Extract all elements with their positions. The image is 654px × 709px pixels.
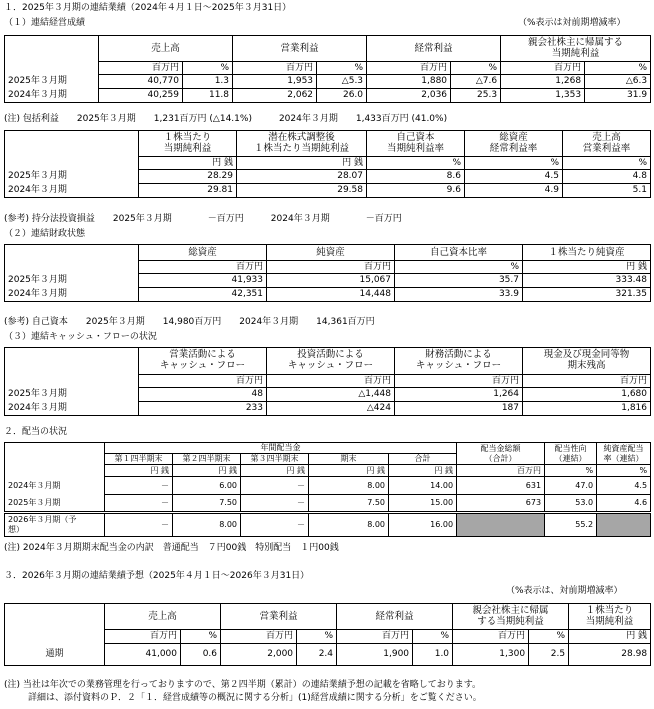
- dividend-breakdown-note: (注) 2024年３月期期末配当金の内訳 普通配当 ７円00銭 特別配当 １円00銭: [4, 543, 339, 553]
- equity-method-note: (参考) 持分法投資損益 2025年３月期 －百万円 2024年３月期 －百万円: [4, 214, 402, 224]
- table-row: 2024年３月期 29.81 29.58 9.6 4.9 5.1: [5, 184, 651, 198]
- annual-dividend-header: 年間配当金: [105, 443, 457, 454]
- forecast-row: 2026年３月期（予 想） － 8.00 － 8.00 16.00 55.2: [5, 513, 651, 537]
- shaded-cell: [597, 513, 651, 537]
- col-sales: 売上高: [99, 36, 233, 62]
- col-operating-income: 営業利益: [233, 36, 367, 62]
- table-row: 2025年３月期 41,933 15,067 35.7 333.48: [5, 274, 651, 288]
- table-row: 2025年３月期 40,770 1.3 1,953 △5.3 1,880 △7.6 1,268 △6.3: [5, 75, 651, 89]
- col-ordinary-income: 経常利益: [367, 36, 501, 62]
- section3-title: ３．2026年３月期の連結業績予想（2025年４月１日～2026年３月31日）: [4, 571, 310, 581]
- comprehensive-income-note: (注) 包括利益 2025年３月期 1,231百万円 (△14.1%) 2024年３月期 1,433百万円 (41.0%): [4, 114, 448, 124]
- sub-heading-cash-flow: （３）連結キャッシュ・フローの状況: [4, 332, 157, 342]
- footnote-2: 詳細は、添付資料のＰ．２「１．経営成績等の概況に関する分析」(1)経営成績に関する分析」をご覧ください。: [28, 693, 482, 703]
- table-row: 2024年３月期 42,351 14,448 33.9 321.35: [5, 288, 651, 302]
- per-share-table: １株当たり 当期純利益 潜在株式調整後 １株当たり当期純利益 自己資本 当期純利益率 総資産 経常利益率 売上高 営業利益率 円 銭 円 銭 % % % 2025年３月期 28.29 28.07 8.6 4.5 4.8 2024年３月期 29.81 29.58 9.6 4.9 5.1: [4, 130, 651, 198]
- equity-note: (参考) 自己資本 2025年３月期 14,980百万円 2024年３月期 14,361百万円: [4, 317, 375, 327]
- financial-position-table: 総資産 純資産 自己資本比率 １株当たり純資産 百万円 百万円 % 円 銭 2025年３月期 41,933 15,067 35.7 333.48 2024年３月期 42,351 14,448 33.9 321.35: [4, 244, 651, 302]
- table-row: 2024年３月期 － 6.00 － 8.00 14.00 631 47.0 4.5: [5, 477, 651, 495]
- section2-title: ２．配当の状況: [4, 427, 68, 437]
- corner-cell: [5, 36, 99, 62]
- table-row: 2025年３月期 － 7.50 － 7.50 15.00 673 53.0 4.6: [5, 495, 651, 513]
- forecast-pct-note: （%表示は、対前期増減率）: [506, 586, 623, 596]
- sub-heading-financial-position: （２）連結財政状態: [4, 229, 86, 239]
- table-row: 通期 41,000 0.6 2,000 2.4 1,900 1.0 1,300 2.5 28.98: [5, 644, 651, 666]
- footnote-1: (注) 当社は年次での業務管理を行っておりますので、第２四半期（累計）の連結業績予想の記載を省略しております。: [4, 680, 481, 690]
- table-row: 2025年３月期 48 △1,448 1,264 1,680: [5, 388, 651, 402]
- col-net-income: 親会社株主に帰属する 当期純利益: [501, 36, 651, 62]
- cash-flow-table: 営業活動による キャッシュ・フロー 投資活動による キャッシュ・フロー 財務活動による キャッシュ・フロー 現金及び現金同等物 期末残高 百万円 百万円 百万円 百万円 2025年３月期 48 △1,448 1,264 1,680 2024年３月期 233 △424 187 1,816: [4, 347, 651, 416]
- sub-heading-results: （１）連結経営成績: [4, 18, 86, 28]
- shaded-cell: [457, 513, 545, 537]
- table-row: 2024年３月期 233 △424 187 1,816: [5, 402, 651, 416]
- operating-results-table: 売上高 営業利益 経常利益 親会社株主に帰属する 当期純利益 百万円 % 百万円 % 百万円 % 百万円 % 2025年３月期 40,770 1.3 1,953 △5.3 1,880 △7.6 1,268 △6.3 2024年３月期 40,259 11.8 2,062 26.0 2,036 25.3 1,353 31.9: [4, 35, 651, 103]
- table-row: 2024年３月期 40,259 11.8 2,062 26.0 2,036 25.3 1,353 31.9: [5, 89, 651, 103]
- section1-title: １．2025年３月期の連結業績（2024年４月１日～2025年３月31日）: [4, 3, 292, 13]
- forecast-table: 売上高 営業利益 経常利益 親会社株主に帰属 する当期純利益 １株当たり 当期純利益 百万円 % 百万円 % 百万円 % 百万円 % 円 銭 通期 41,000 0.6 2,000 2.4 1,900 1.0 1,300 2.5 28.98: [4, 603, 651, 666]
- table-row: 2025年３月期 28.29 28.07 8.6 4.5 4.8: [5, 170, 651, 184]
- pct-note: （%表示は対前期増減率）: [518, 18, 626, 28]
- dividends-table: 年間配当金 配当金総額 （合計） 配当性向 （連結） 純資産配当 率（連結） 第１四半期末 第２四半期末 第３四半期末 期末 合計 円 銭 円 銭 円 銭 円 銭 円 銭 百万円 % % 2024年３月期 － 6.00 － 8.00 14.00 631 47.0 4.5 2025年３月期 － 7.50 － 7.50 15.00 673 53.0 4.6 2026年３月期（予 想） － 8.00 － 8.00 16.00 55.2: [4, 442, 651, 537]
